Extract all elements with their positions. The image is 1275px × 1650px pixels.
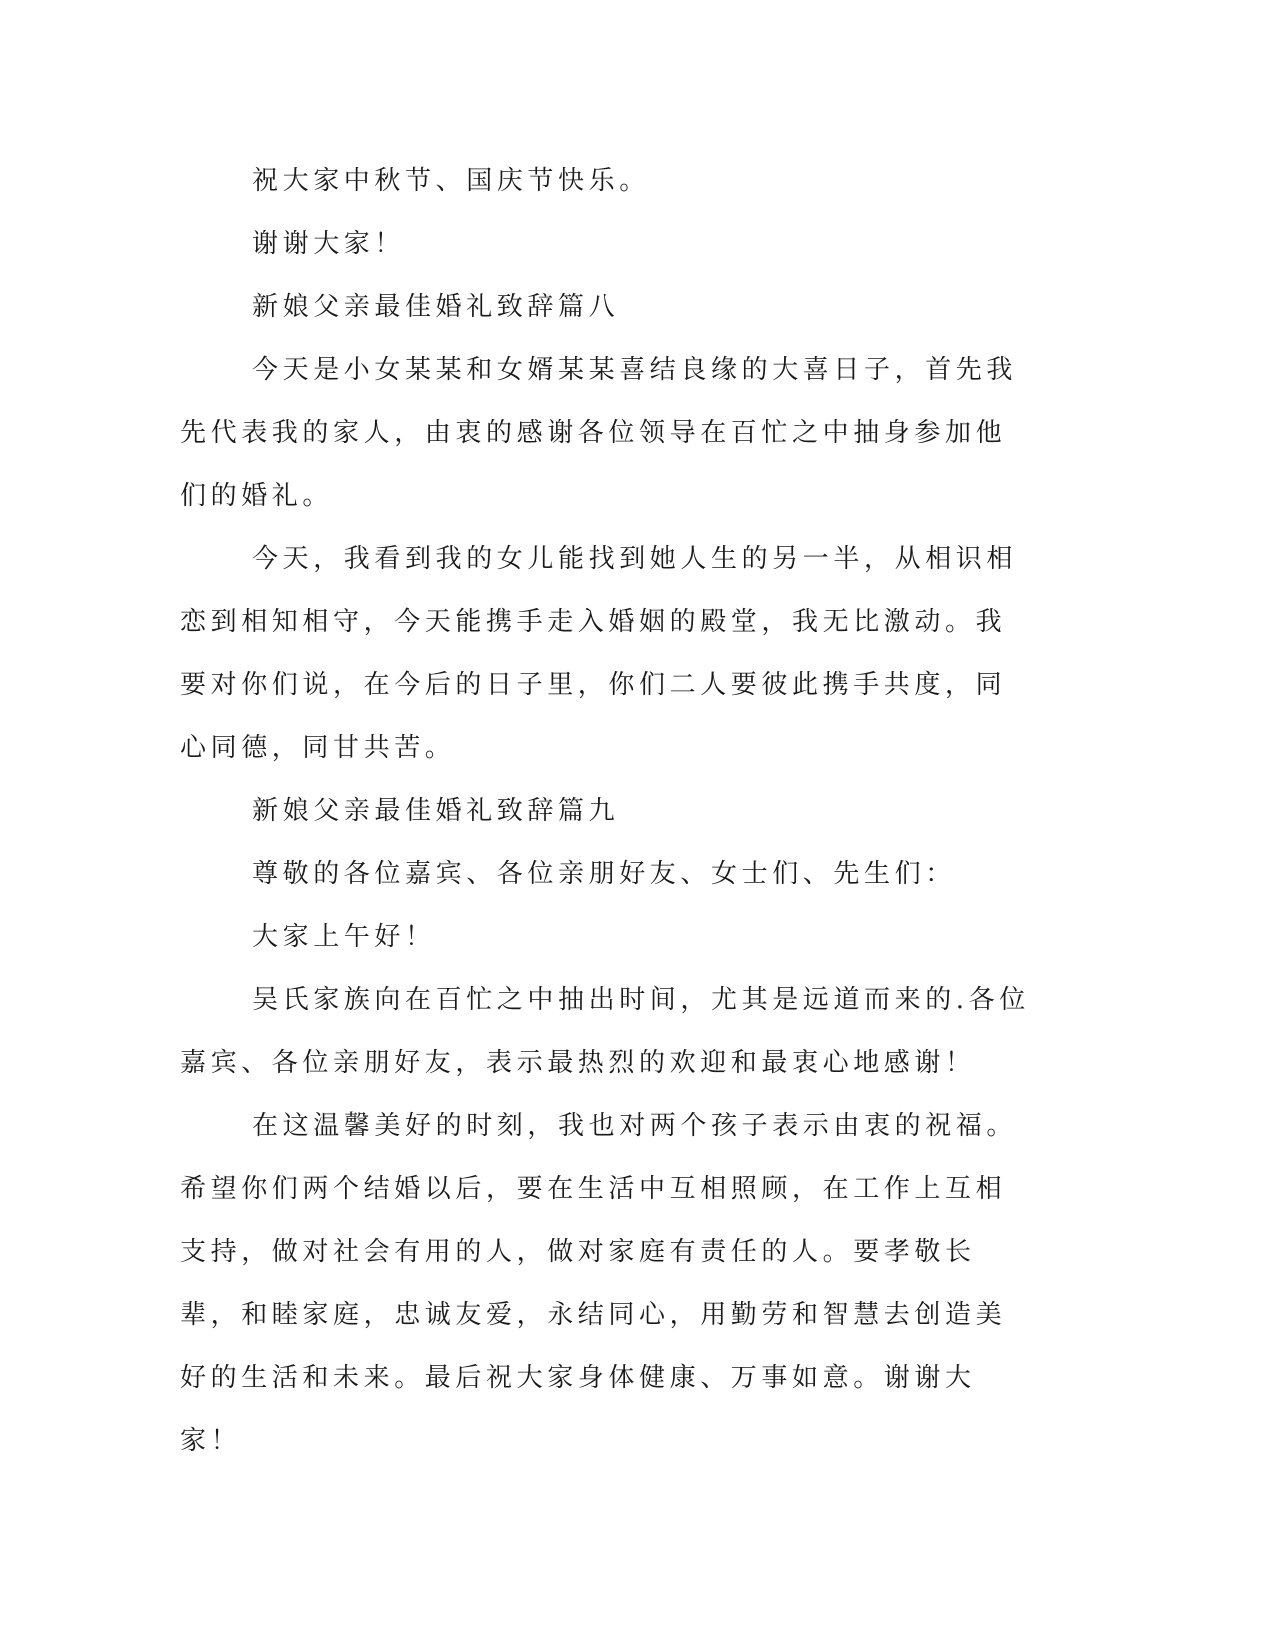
paragraph-today-intro: 今天是小女某某和女婿某某喜结良缘的大喜日子，首先我先代表我的家人，由衷的感谢各位领导在百忙之中抽身参加他们的婚礼。 — [180, 355, 1018, 511]
paragraph-daughter: 今天，我看到我的女儿能找到她人生的另一半，从相识相恋到相知相守，今天能携手走入婚姻的殿堂，我无比激动。我要对你们说，在今后的日子里，你们二人要彼此携手共度，同心同德，同甘共苦。 — [180, 544, 1018, 763]
section-heading-8: 新娘父亲最佳婚礼致辞篇八 — [252, 292, 620, 322]
section-heading-9: 新娘父亲最佳婚礼致辞篇九 — [252, 796, 620, 826]
paragraph-greeting: 大家上午好！ — [252, 922, 436, 952]
paragraph-closing-wish: 祝大家中秋节、国庆节快乐。 — [252, 166, 650, 196]
paragraph-thanks: 谢谢大家！ — [252, 229, 406, 259]
document-body — [180, 150, 1030, 1473]
paragraph-welcome: 吴氏家族向在百忙之中抽出时间，尤其是远道而来的.各位嘉宾、各位亲朋好友，表示最热烈的欢迎和最衷心地感谢！ — [180, 985, 1030, 1078]
paragraph-salutation: 尊敬的各位嘉宾、各位亲朋好友、女士们、先生们： — [252, 859, 956, 889]
paragraph-blessing: 在这温馨美好的时刻，我也对两个孩子表示由衷的祝福。希望你们两个结婚以后，要在生活中互相照顾，在工作上互相支持，做对社会有用的人，做对家庭有责任的人。要孝敬长辈，和睦家庭，忠诚友爱，永结同心，用勤劳和智慧去创造美好的生活和未来。最后祝大家身体健康、万事如意。谢谢大家！ — [180, 1111, 1018, 1456]
